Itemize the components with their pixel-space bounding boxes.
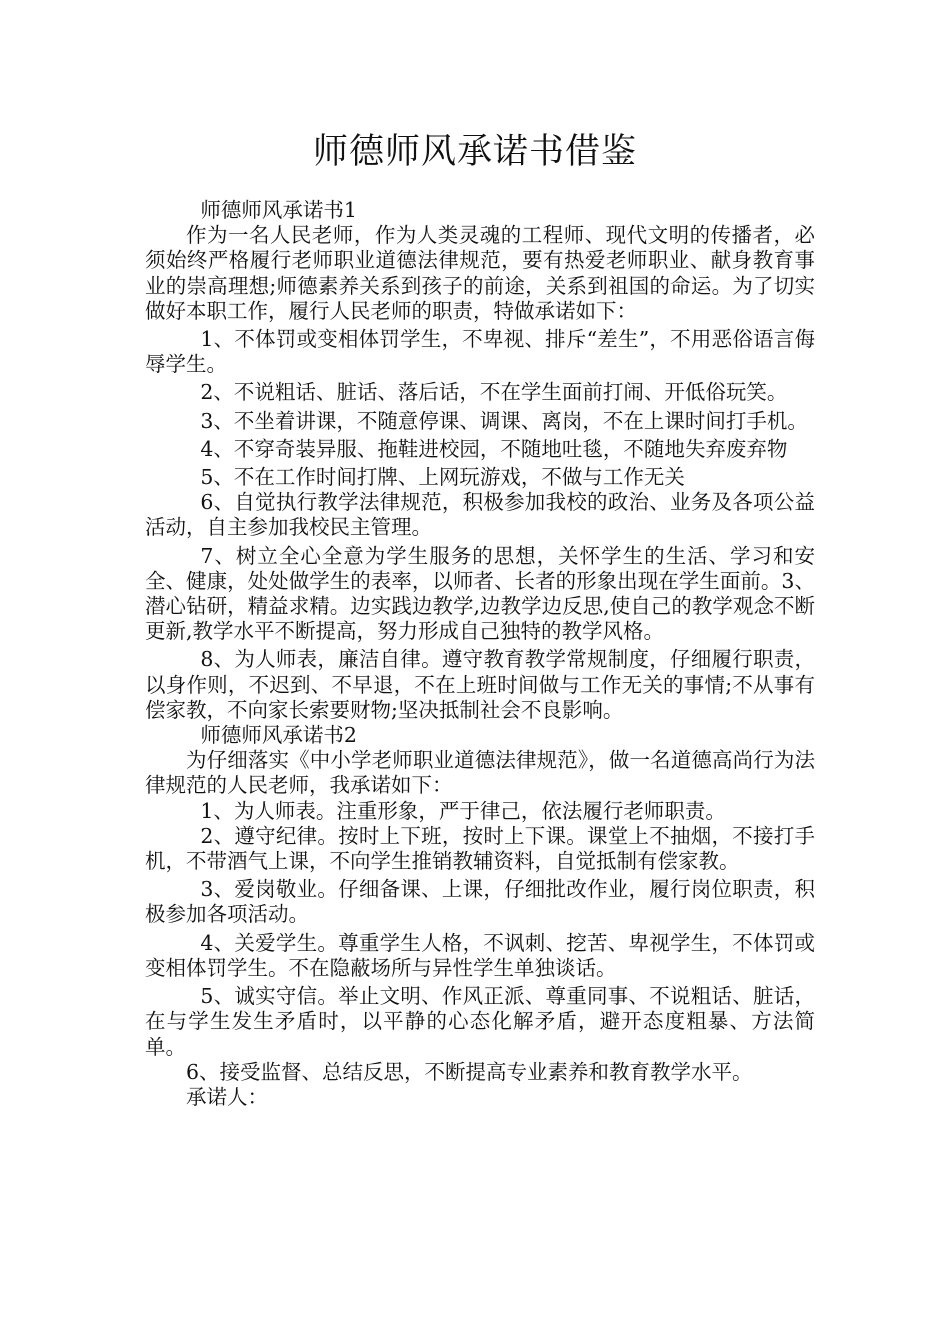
paragraph: 6、接受监督、总结反思，不断提高专业素养和教育教学水平。	[186, 1059, 753, 1084]
document-body	[145, 198, 815, 1110]
list-item: 8、为人师表，廉洁自律。遵守教育教学常规制度，仔细履行职责，以身作则，不迟到、不早退，不在上班时间做与工作无关的事情;不从事有偿家教，不向家长索要财物;坚决抵制社会不良影响。	[145, 647, 815, 722]
list-item: 2、遵守纪律。按时上下班，按时上下课。课堂上不抽烟，不接打手机，不带酒气上课，不向学生推销教辅资料，自觉抵制有偿家教。	[145, 823, 815, 874]
list-item: 5、诚实守信。举止文明、作风正派、尊重同事、不说粗话、脏话，在与学生发生矛盾时，以平静的心态化解矛盾，避开态度粗暴、方法简单。	[145, 984, 815, 1059]
document-title: 师德师风承诺书借鉴	[312, 132, 637, 172]
list-item: 3、不坐着讲课，不随意停课、调课、离岗，不在上课时间打手机。	[200, 408, 808, 433]
section-heading: 师德师风承诺书1	[200, 198, 357, 222]
list-item: 6、自觉执行教学法律规范，积极参加我校的政治、业务及各项公益活动，自主参加我校民主管理。	[145, 490, 815, 540]
list-item: 2、不说粗话、脏话、落后话，不在学生面前打闹、开低俗玩笑。	[200, 380, 788, 405]
paragraph: 作为一名人民老师，作为人类灵魂的工程师、现代文明的传播者，必须始终严格履行老师职业道德法律规范，要有热爱老师职业、献身教育事业的崇高理想;师德素养关系到孩子的前途，关系到祖国的命运。为了切实做好本职工作，履行人民老师的职责，特做承诺如下：	[145, 223, 815, 323]
list-item: 4、不穿奇装异服、拖鞋进校园，不随地吐毯，不随地失弃废弃物	[200, 436, 788, 461]
list-item: 5、不在工作时间打牌、上网玩游戏，不做与工作无关	[200, 465, 685, 490]
list-item: 1、为人师表。注重形象，严于律己，依法履行老师职责。	[200, 798, 726, 823]
paragraph: 为仔细落实《中小学老师职业道德法律规范》，做一名道德高尚行为法律规范的人民老师，我承诺如下：	[145, 748, 815, 798]
list-item: 1、不体罚或变相体罚学生，不卑视、排斥“差生”，不用恶俗语言侮辱学生。	[145, 327, 815, 377]
signature-line: 承诺人：	[186, 1084, 268, 1109]
section-heading: 师德师风承诺书2	[200, 723, 357, 748]
list-item: 4、关爱学生。尊重学生人格，不讽刺、挖苦、卑视学生，不体罚或变相体罚学生。不在隐蔽场所与异性学生单独谈话。	[145, 930, 815, 980]
list-item: 7、树立全心全意为学生服务的思想，关怀学生的生活、学习和安全、健康，处处做学生的表率，以师者、长者的形象出现在学生面前。3、潜心钻研，精益求精。边实践边教学,边教学边反思,使自己的教学观念不断更新,教学水平不断提高，努力形成自己独特的教学风格。	[145, 543, 815, 644]
list-item: 3、爱岗敬业。仔细备课、上课，仔细批改作业，履行岗位职责，积极参加各项活动。	[145, 877, 815, 927]
